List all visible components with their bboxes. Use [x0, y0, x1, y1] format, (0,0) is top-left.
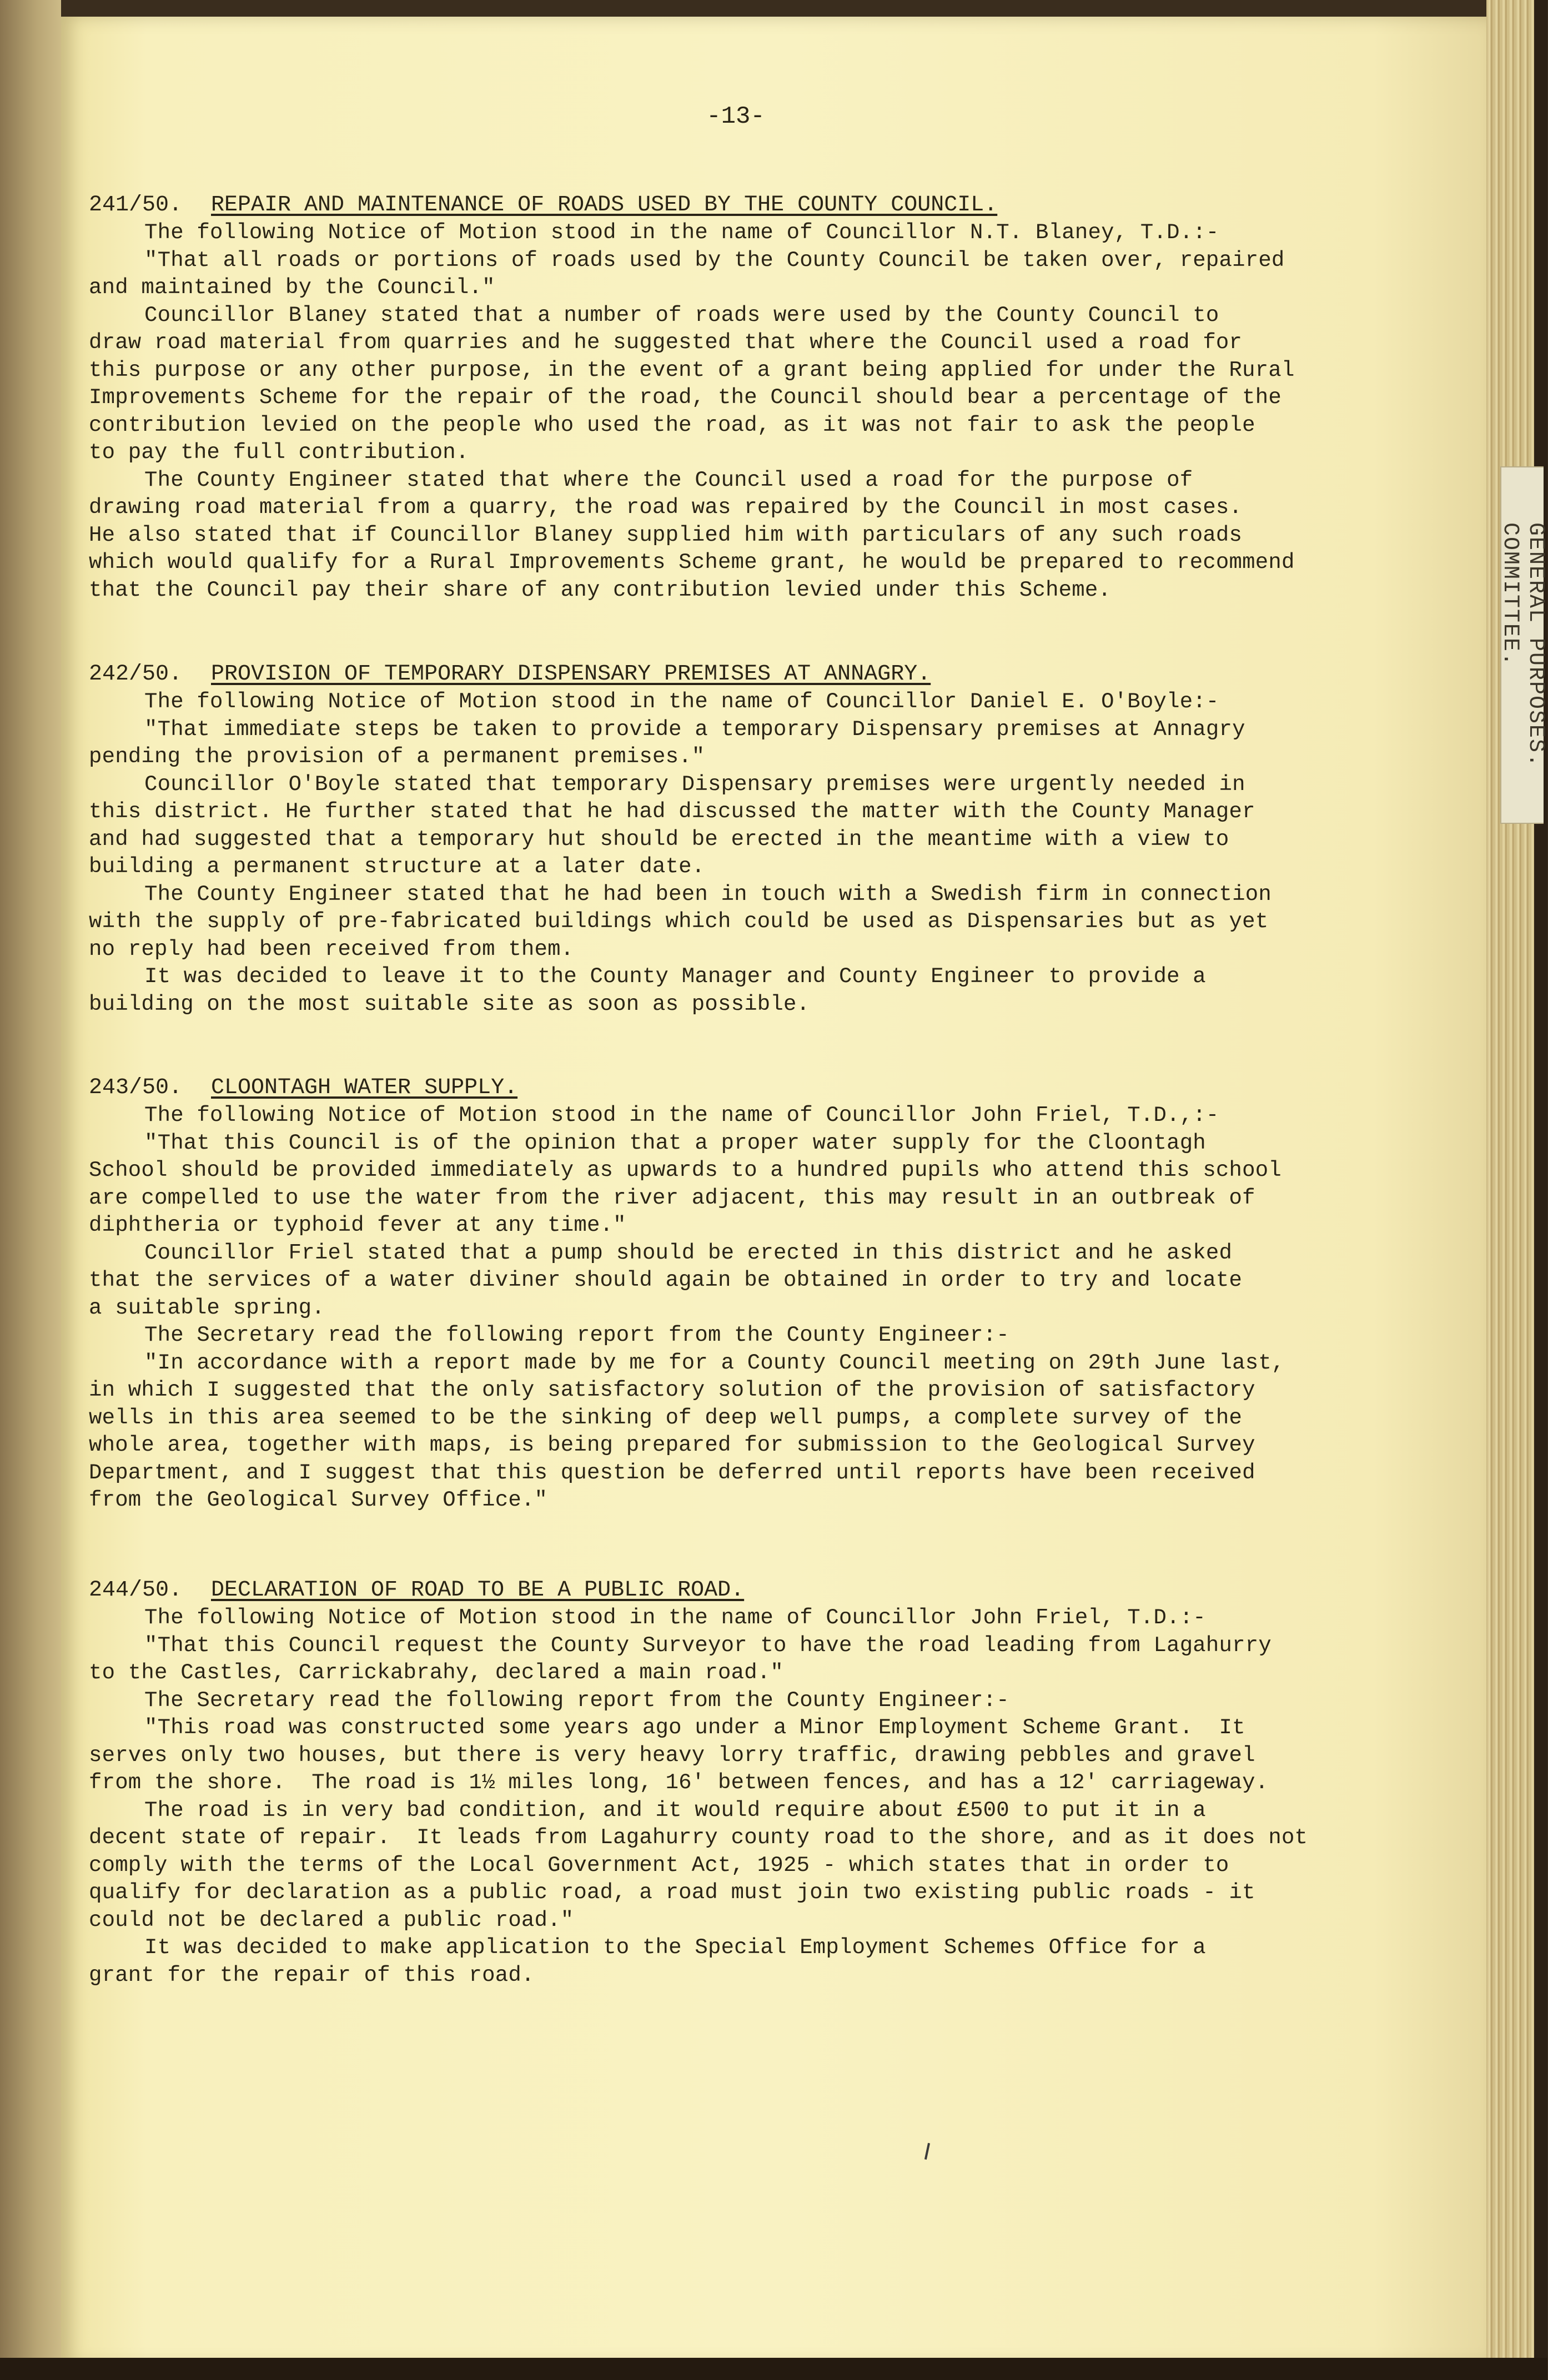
- text-line: "That immediate steps be taken to provide a temporary Dispensary premises at Annagry: [144, 717, 1245, 742]
- text-line: could not be declared a public road.": [89, 1908, 574, 1933]
- text-line: The road is in very bad condition, and it would require about £500 to put it in a: [144, 1798, 1206, 1823]
- text-line: grant for the repair of this road.: [89, 1963, 535, 1987]
- text-line: "That this Council is of the opinion that a proper water supply for the Cloontagh: [144, 1130, 1206, 1155]
- item-number: 244/50.: [89, 1578, 183, 1603]
- text-line: qualify for declaration as a public road, a road must join two existing public roads - it: [89, 1880, 1255, 1905]
- text-line: this purpose or any other purpose, in the event of a grant being applied for under the Rural: [89, 358, 1295, 383]
- text-line: to the Castles, Carrickabrahy, declared a main road.": [89, 1661, 784, 1685]
- text-line: to pay the full contribution.: [89, 440, 469, 465]
- text-line: in which I suggested that the only satisfactory solution of the provision of satisfactory: [89, 1378, 1255, 1402]
- text-line: from the shore. The road is 1½ miles long, 16' between fences, and has a 12' carriageway.: [89, 1770, 1269, 1795]
- text-line: "In accordance with a report made by me for a County Council meeting on 29th June last,: [144, 1350, 1285, 1375]
- text-line: decent state of repair. It leads from Lagahurry county road to the shore, and as it does not: [89, 1825, 1308, 1850]
- minute-item: [89, 192, 1383, 604]
- text-line: Councillor Blaney stated that a number of roads were used by the County Council to: [144, 303, 1219, 328]
- text-line: and maintained by the Council.": [89, 275, 495, 300]
- text-line: The Secretary read the following report from the County Engineer:-: [144, 1323, 1009, 1347]
- text-line: that the Council pay their share of any contribution levied under this Scheme.: [89, 577, 1112, 602]
- text-line: whole area, together with maps, is being prepared for submission to the Geological Survey: [89, 1433, 1255, 1457]
- committee-tab[interactable]: [1497, 466, 1548, 824]
- text-line: The following Notice of Motion stood in the name of Councillor John Friel, T.D.:-: [144, 1606, 1206, 1630]
- text-line: "This road was constructed some years ago under a Minor Employment Scheme Grant. It: [144, 1715, 1245, 1740]
- text-line: are compelled to use the water from the river adjacent, this may result in an outbreak of: [89, 1185, 1255, 1210]
- text-line: diphtheria or typhoid fever at any time.": [89, 1213, 626, 1237]
- text-line: from the Geological Survey Office.": [89, 1488, 548, 1512]
- text-line: building a permanent structure at a later date.: [89, 854, 705, 879]
- text-line: that the services of a water diviner should again be obtained in order to try and locate: [89, 1268, 1243, 1292]
- text-line: The County Engineer stated that where the Council used a road for the purpose of: [144, 467, 1193, 492]
- text-line: this district. He further stated that he had discussed the matter with the County Manager: [89, 799, 1255, 824]
- text-line: with the supply of pre-fabricated buildings which could be used as Dispensaries but as yet: [89, 909, 1269, 934]
- item-heading: [89, 192, 1383, 219]
- text-line: The County Engineer stated that he had been in touch with a Swedish firm in connection: [144, 882, 1271, 907]
- scanner-border: [0, 2358, 1547, 2380]
- text-line: School should be provided immediately as upwards to a hundred pupils who attend this school: [89, 1158, 1281, 1183]
- text-line: pending the provision of a permanent premises.": [89, 744, 705, 769]
- item-title: REPAIR AND MAINTENANCE OF ROADS USED BY THE COUNTY COUNCIL.: [211, 193, 998, 218]
- text-line: The Secretary read the following report from the County Engineer:-: [144, 1688, 1009, 1713]
- text-line: Councillor O'Boyle stated that temporary Dispensary premises were urgently needed in: [144, 772, 1245, 797]
- tab-line-1: GENERAL PURPOSES.: [1523, 522, 1548, 768]
- facing-page-edge: [0, 0, 61, 2380]
- page-number: -13-: [706, 103, 765, 130]
- text-line: drawing road material from a quarry, the road was repaired by the Council in most cases.: [89, 495, 1243, 520]
- item-heading: [89, 661, 1383, 688]
- item-number: 241/50.: [89, 193, 183, 218]
- minute-item: [89, 661, 1383, 1018]
- item-title: CLOONTAGH WATER SUPPLY.: [211, 1075, 518, 1100]
- text-line: Councillor Friel stated that a pump should be erected in this district and he asked: [144, 1240, 1233, 1265]
- text-line: The following Notice of Motion stood in the name of Councillor Daniel E. O'Boyle:-: [144, 690, 1219, 714]
- binding-shadow: [1534, 0, 1547, 2380]
- text-line: contribution levied on the people who used the road, as it was not fair to ask the people: [89, 412, 1255, 437]
- item-title: PROVISION OF TEMPORARY DISPENSARY PREMISES AT ANNAGRY.: [211, 662, 931, 687]
- item-number: 242/50.: [89, 662, 183, 687]
- text-line: It was decided to make application to the Special Employment Schemes Office for a: [144, 1935, 1206, 1960]
- text-line: which would qualify for a Rural Improvements Scheme grant, he would be prepared to recommend: [89, 550, 1295, 575]
- text-line: "That this Council request the County Surveyor to have the road leading from Lagahurry: [144, 1633, 1271, 1658]
- text-line: no reply had been received from them.: [89, 937, 574, 962]
- text-line: It was decided to leave it to the County Manager and County Engineer to provide a: [144, 964, 1206, 989]
- text-line: Improvements Scheme for the repair of the road, the Council should bear a percentage of the: [89, 385, 1281, 410]
- text-line: draw road material from quarries and he suggested that where the Council used a road for: [89, 330, 1243, 355]
- text-line: serves only two houses, but there is very heavy lorry traffic, drawing pebbles and gravel: [89, 1743, 1255, 1768]
- tab-line-2: COMMITTEE.: [1497, 522, 1522, 667]
- text-line: Department, and I suggest that this question be deferred until reports have been received: [89, 1460, 1255, 1485]
- text-line: building on the most suitable site as soon as possible.: [89, 992, 810, 1017]
- item-heading: [89, 1074, 1383, 1102]
- item-heading: [89, 1577, 1383, 1604]
- text-line: and had suggested that a temporary hut should be erected in the meantime with a view to: [89, 827, 1229, 852]
- item-number: 243/50.: [89, 1075, 183, 1100]
- text-line: a suitable spring.: [89, 1295, 325, 1320]
- text-line: comply with the terms of the Local Government Act, 1925 - which states that in order to: [89, 1853, 1229, 1878]
- item-title: DECLARATION OF ROAD TO BE A PUBLIC ROAD.: [211, 1578, 745, 1603]
- minute-item: [89, 1577, 1383, 1989]
- minute-item: [89, 1074, 1383, 1514]
- text-line: The following Notice of Motion stood in the name of Councillor N.T. Blaney, T.D.:-: [144, 220, 1219, 245]
- text-line: "That all roads or portions of roads used by the County Council be taken over, repaired: [144, 248, 1285, 273]
- text-line: He also stated that if Councillor Blaney supplied him with particulars of any such roads: [89, 522, 1243, 547]
- text-line: wells in this area seemed to be the sinking of deep well pumps, a complete survey of the: [89, 1405, 1243, 1430]
- text-line: The following Notice of Motion stood in the name of Councillor John Friel, T.D.,:-: [144, 1103, 1219, 1128]
